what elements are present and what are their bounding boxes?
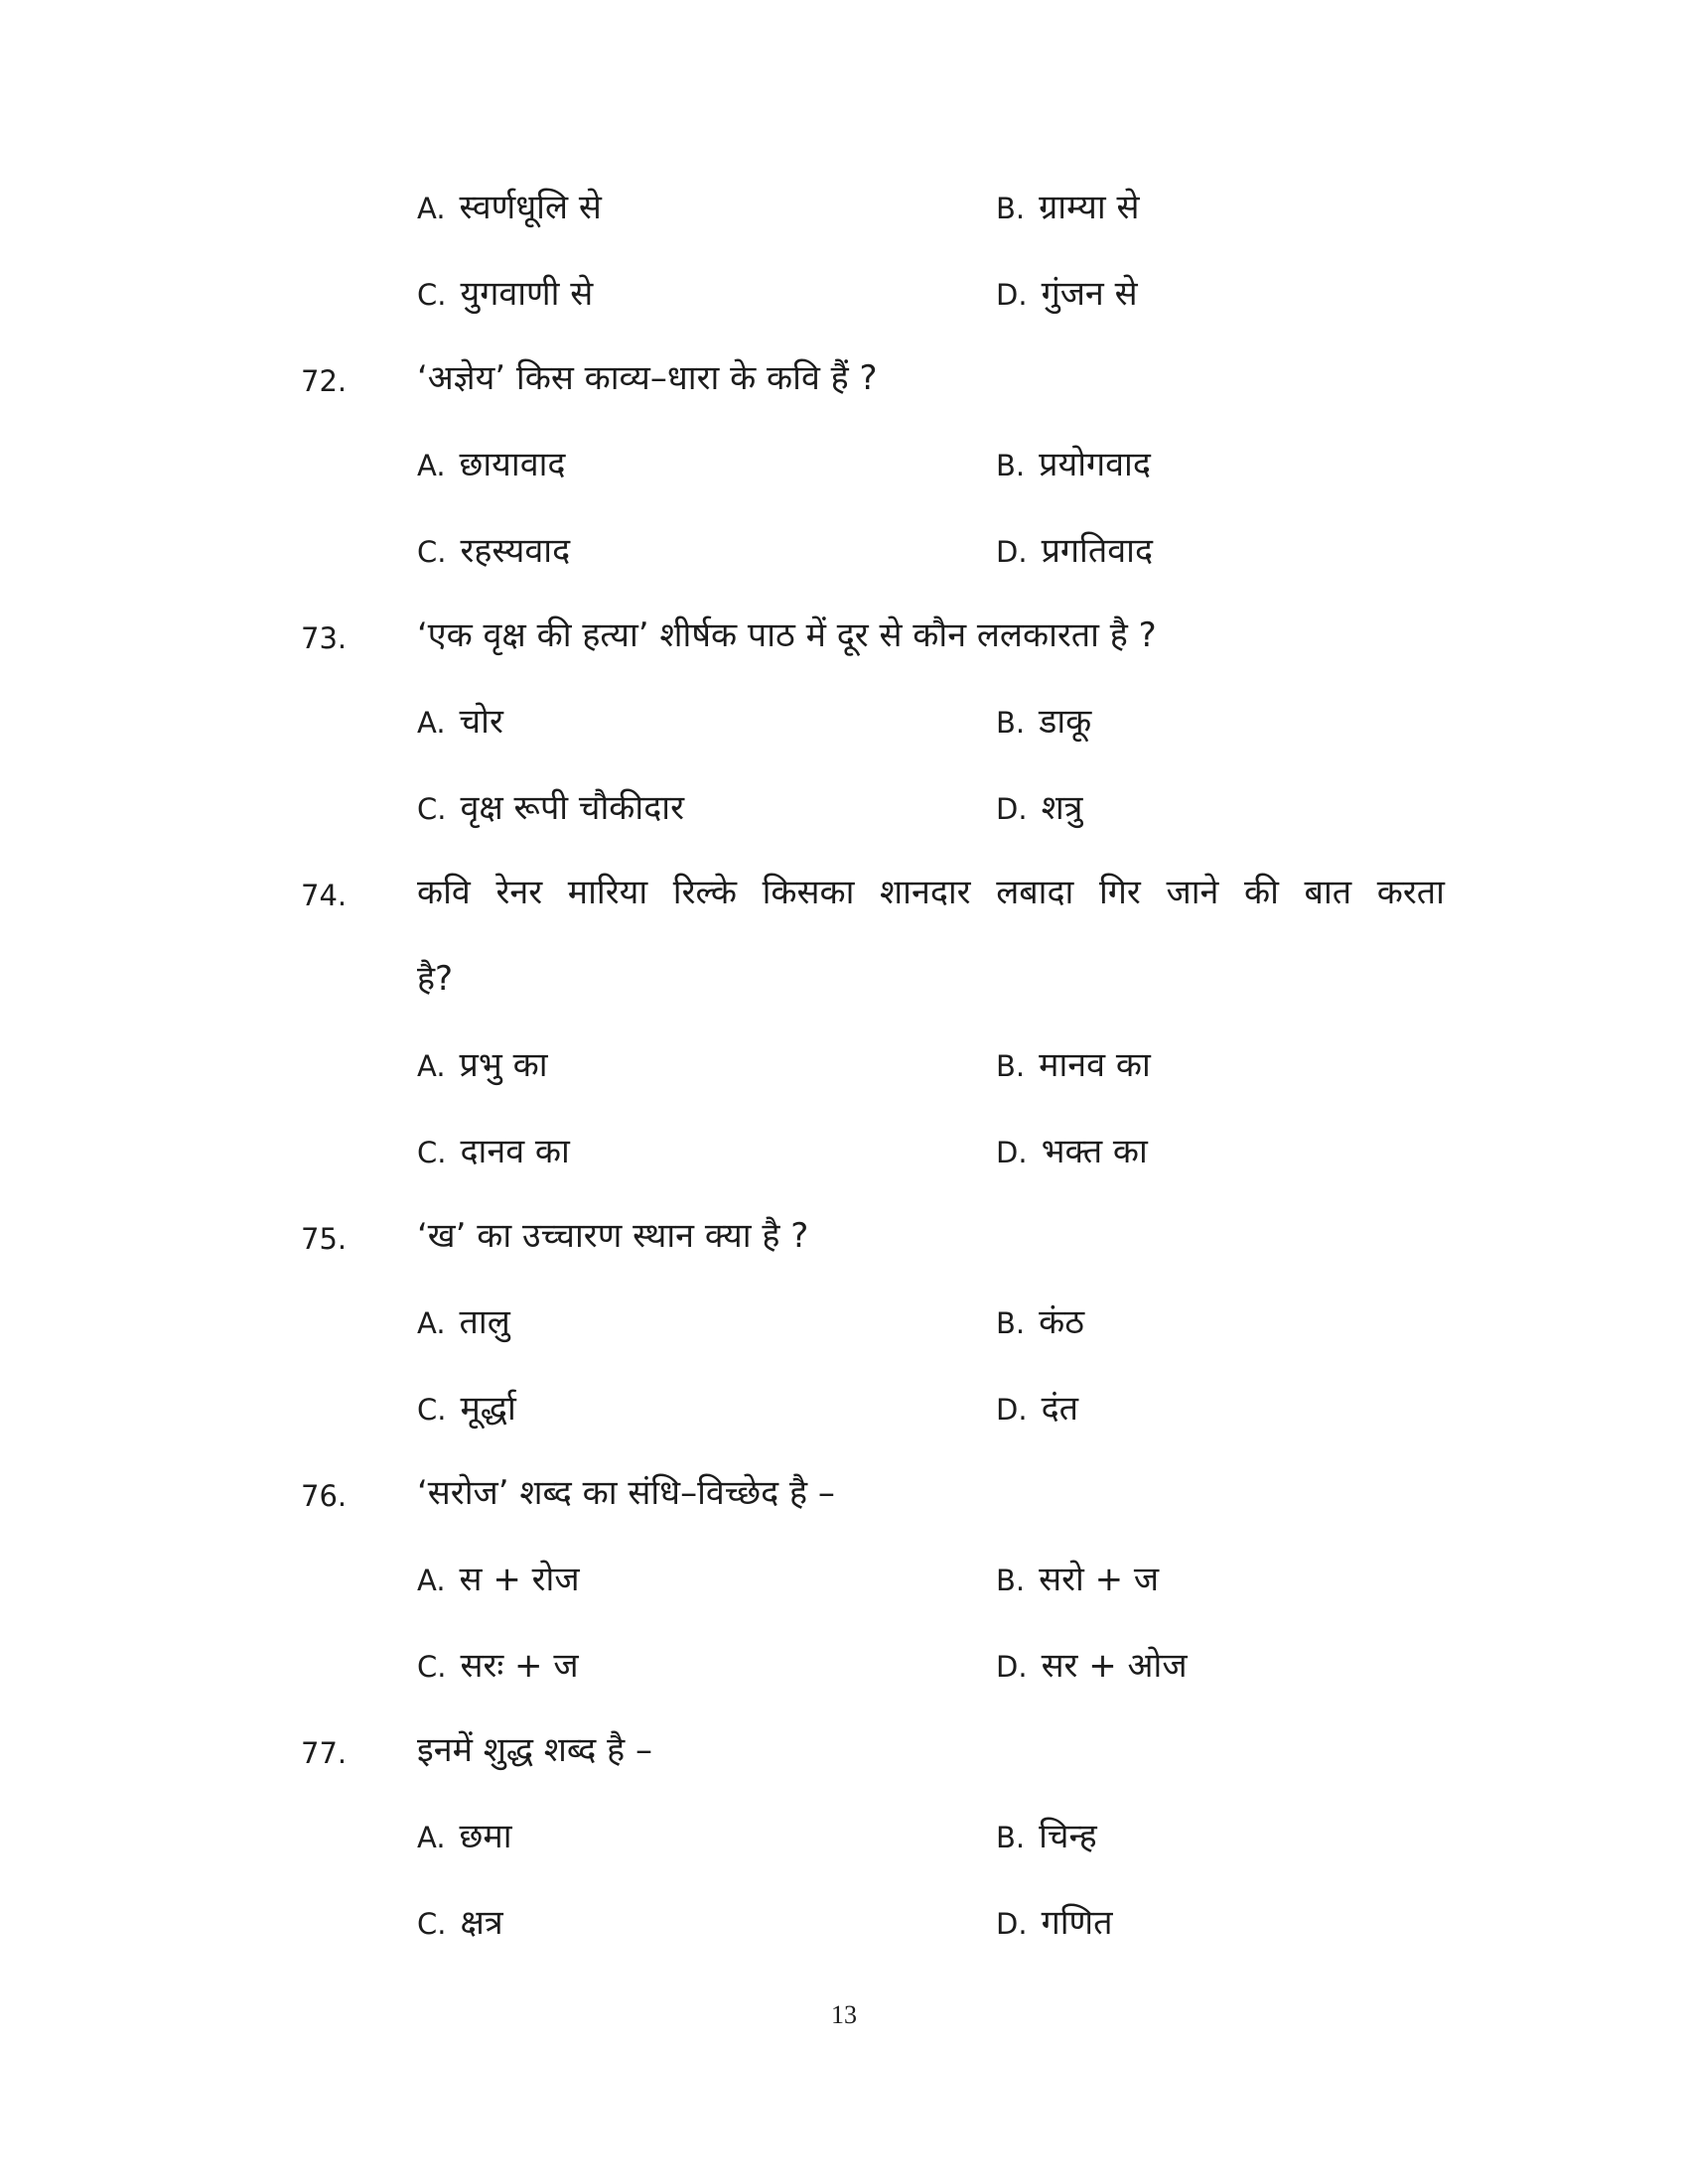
option-b: B. कंठ (996, 1302, 1084, 1342)
question-number: 75. (301, 1222, 348, 1256)
option-c: C. क्षत्र (417, 1903, 503, 1943)
option-c: C. दानव का (417, 1132, 570, 1171)
option-b: B. मानव का (996, 1045, 1151, 1085)
option-d: D. दंत (996, 1389, 1078, 1429)
option-c: C. रहस्यवाद (417, 531, 571, 571)
question-text: इनमें शुद्ध शब्द है – (417, 1730, 652, 1770)
question-text: ‘अज्ञेय’ किस काव्य–धारा के कवि हैं ? (417, 358, 878, 398)
option-a: A. छायावाद (417, 445, 566, 484)
question-text-continuation: है? (417, 959, 454, 999)
option-b: B. सरो + ज (996, 1560, 1160, 1599)
question-text: ‘ख’ का उच्चारण स्थान क्या है ? (417, 1216, 809, 1256)
option-b: B. डाकू (996, 702, 1092, 742)
question-number: 77. (301, 1736, 348, 1770)
question-text: कवि रेनर मारिया रिल्के किसका शानदार लबादा गिर जाने की बात करता (417, 873, 1445, 912)
question-number: 76. (301, 1479, 348, 1513)
option-b: B. प्रयोगवाद (996, 445, 1151, 484)
question-number: 74. (301, 879, 348, 912)
question-number: 72. (301, 364, 348, 398)
option-c: C. वृक्ष रूपी चौकीदार (417, 788, 684, 828)
option-a: A. चोर (417, 702, 503, 742)
prev-option-d: D. गुंजन से (996, 274, 1138, 314)
option-a: A. छमा (417, 1817, 512, 1856)
question-text: ‘सरोज’ शब्द का संधि–विच्छेद है – (417, 1473, 835, 1513)
question-number: 73. (301, 621, 348, 655)
prev-option-b: B. ग्राम्या से (996, 188, 1140, 227)
option-a: A. स + रोज (417, 1560, 580, 1599)
prev-option-c: C. युगवाणी से (417, 274, 594, 314)
option-d: D. भक्त का (996, 1132, 1148, 1171)
option-d: D. प्रगतिवाद (996, 531, 1154, 571)
option-d: D. सर + ओज (996, 1646, 1188, 1686)
page-number: 13 (831, 2000, 857, 2029)
option-d: D. गणित (996, 1903, 1113, 1943)
option-d: D. शत्रु (996, 788, 1083, 828)
option-a: A. प्रभु का (417, 1045, 548, 1085)
option-b: B. चिन्ह (996, 1817, 1097, 1856)
prev-option-a: A. स्वर्णधूलि से (417, 188, 602, 227)
option-a: A. तालु (417, 1302, 510, 1342)
option-c: C. मूर्द्धा (417, 1389, 516, 1429)
option-c: C. सरः + ज (417, 1646, 579, 1686)
question-text: ‘एक वृक्ष की हत्या’ शीर्षक पाठ में दूर से कौन ललकारता है ? (417, 615, 1157, 655)
